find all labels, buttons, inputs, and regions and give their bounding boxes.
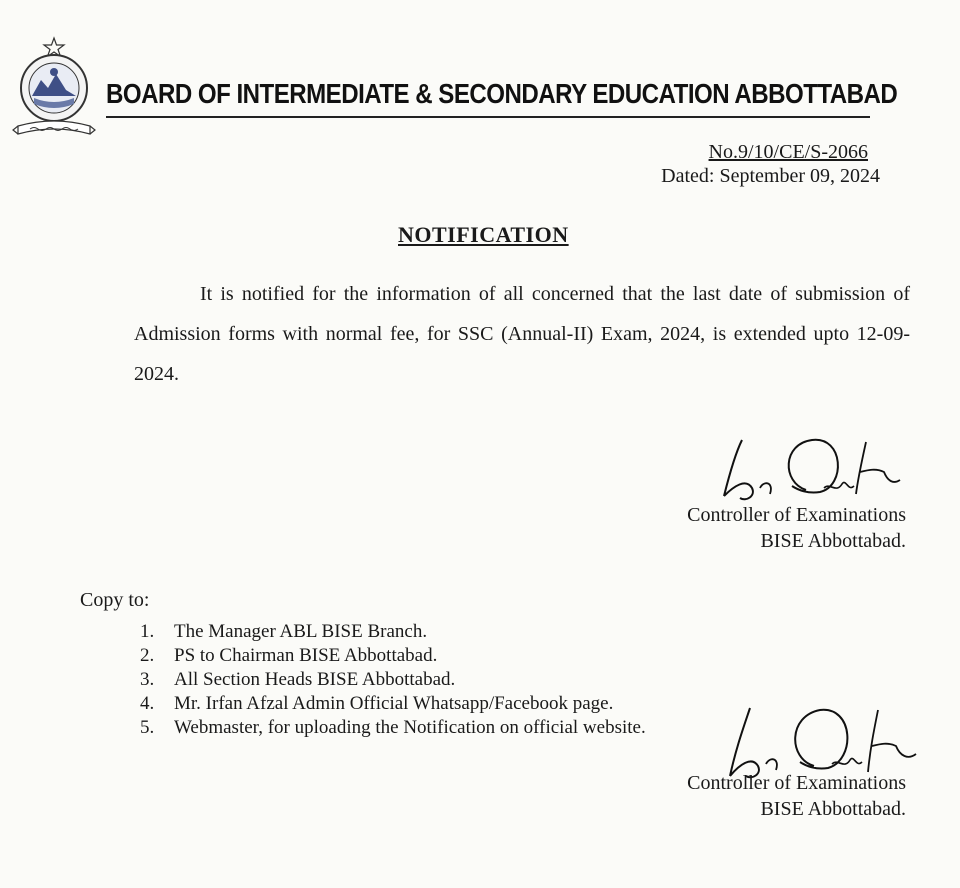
item-number: 5. [140, 717, 155, 738]
copy-to-item [140, 716, 646, 740]
signature-block-1 [687, 502, 906, 554]
copy-to-item [140, 692, 646, 716]
copy-to-label: Copy to: [80, 589, 150, 611]
copy-to-item [140, 668, 646, 692]
reference-number: No.9/10/CE/S-2066 [708, 141, 868, 163]
signatory-title: Controller of Examinations [687, 772, 906, 794]
board-logo [10, 36, 98, 142]
item-number: 3. [140, 669, 155, 690]
signatory-title: Controller of Examinations [687, 504, 906, 526]
item-text: All Section Heads BISE Abbottabad. [174, 669, 456, 690]
copy-to-item [140, 644, 646, 668]
signatory-office: BISE Abbottabad. [760, 530, 906, 552]
copy-to-list [140, 620, 646, 740]
item-number: 1. [140, 621, 155, 642]
signature-block-2 [687, 770, 906, 822]
notification-heading: NOTIFICATION [398, 222, 569, 247]
item-number: 4. [140, 693, 155, 714]
board-name: BOARD OF INTERMEDIATE & SECONDARY EDUCATION ABBOTTABAD [106, 78, 898, 109]
copy-to-item [140, 620, 646, 644]
signature-1 [712, 432, 912, 504]
item-text: Mr. Irfan Afzal Admin Official Whatsapp/Facebook page. [174, 693, 614, 714]
date-line: Dated: September 09, 2024 [661, 165, 880, 187]
item-number: 2. [140, 645, 155, 666]
notification-body: It is notified for the information of all concerned that the last date of submission of Admission forms with normal fee, for SSC (Annual-II) Exam, 2024, is extended upto 12-09-2024. [134, 283, 910, 385]
header-underline [106, 116, 870, 118]
signatory-office: BISE Abbottabad. [760, 798, 906, 820]
item-text: Webmaster, for uploading the Notification on official website. [174, 717, 646, 738]
item-text: PS to Chairman BISE Abbottabad. [174, 645, 438, 666]
item-text: The Manager ABL BISE Branch. [174, 621, 428, 642]
